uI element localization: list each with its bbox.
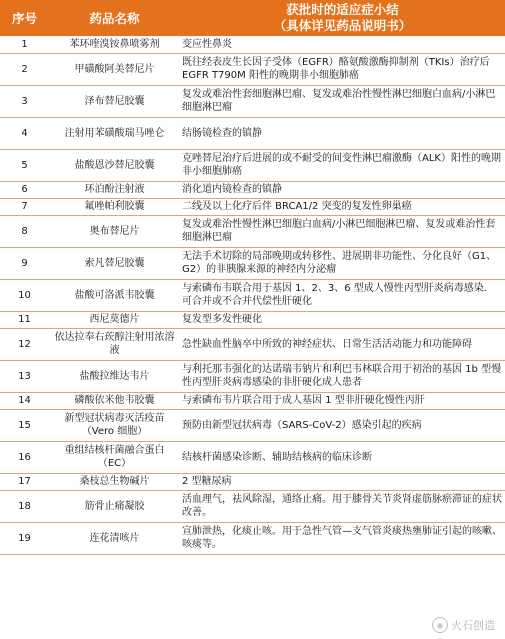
row-indication: 复发或难治性套细胞淋巴瘤、复发或难治性慢性淋巴细胞白血病/小淋巴细胞淋巴瘤 [180,85,505,117]
row-indication: 与索磷布韦片联合用于成人基因 1 型非肝硬化慢性丙肝 [180,392,505,409]
row-indication: 活血理气，祛风除湿，通络止痛。用于膝骨关节炎肾虚筋脉瘀滞证的症状改善。 [180,490,505,522]
row-index: 11 [0,311,49,328]
row-drug-name: 筋骨止痛凝胶 [49,490,180,522]
row-indication: 宣肺泄热，化痰止咳。用于急性气管—支气管炎痰热壅肺证引起的咳嗽、咳痰等。 [180,522,505,554]
row-index: 14 [0,392,49,409]
row-drug-name: 泽布替尼胶囊 [49,85,180,117]
row-index: 4 [0,117,49,149]
row-drug-name: 环泊酚注射液 [49,181,180,198]
header-drug-name: 药品名称 [49,0,180,36]
table-row [0,522,505,554]
row-indication: 结肠镜检查的镇静 [180,117,505,149]
row-drug-name: 连花清咳片 [49,522,180,554]
row-index: 12 [0,328,49,360]
row-index: 1 [0,36,49,53]
row-indication: 急性缺血性脑卒中所致的神经症状、日常生活活动能力和功能障碍 [180,328,505,360]
row-indication: 二线及以上化疗后伴 BRCA1/2 突变的复发性卵巢癌 [180,198,505,215]
row-drug-name: 重组结核杆菌融合蛋白（EC） [49,441,180,473]
row-drug-name: 磷酸依米他韦胶囊 [49,392,180,409]
table-row [0,279,505,311]
row-indication: 结核杆菌感染诊断、辅助结核病的临床诊断 [180,441,505,473]
row-drug-name: 苯环喹溴铵鼻喷雾剂 [49,36,180,53]
table-row [0,409,505,441]
row-drug-name: 桑枝总生物碱片 [49,473,180,490]
table-row [0,441,505,473]
row-indication: 克唑替尼治疗后进展的或不耐受的间变性淋巴瘤激酶（ALK）阳性的晚期非小细胞肺癌 [180,149,505,181]
header-row [0,0,505,36]
table-row [0,181,505,198]
row-indication: 复发型多发性硬化 [180,311,505,328]
header-indication-line1: 获批时的适应症小结 [286,2,399,17]
table-row [0,36,505,53]
row-indication: 与索磷布韦联合用于基因 1、2、3、6 型成人慢性丙型肝炎病毒感染．可合并或不合并代偿性肝硬化 [180,279,505,311]
row-index: 18 [0,490,49,522]
row-drug-name: 盐酸恩沙替尼胶囊 [49,149,180,181]
row-indication: 预防由新型冠状病毒（SARS-CoV-2）感染引起的疾病 [180,409,505,441]
row-indication: 变应性鼻炎 [180,36,505,53]
row-index: 10 [0,279,49,311]
table-row [0,328,505,360]
row-index: 17 [0,473,49,490]
row-indication: 复发或难治性慢性淋巴细胞白血病/小淋巴细胞淋巴瘤、复发或难治性套细胞淋巴瘤 [180,215,505,247]
row-drug-name: 盐酸可洛派韦胶囊 [49,279,180,311]
row-drug-name: 新型冠状病毒灭活疫苗（Vero 细胞） [49,409,180,441]
table-row [0,53,505,85]
row-drug-name: 注射用苯磺酸瑞马唑仑 [49,117,180,149]
table-row [0,85,505,117]
row-index: 8 [0,215,49,247]
table-row [0,215,505,247]
row-drug-name: 西尼莫德片 [49,311,180,328]
table-row [0,360,505,392]
table-row [0,247,505,279]
watermark [432,617,495,633]
row-index: 6 [0,181,49,198]
row-indication: 2 型糖尿病 [180,473,505,490]
row-index: 13 [0,360,49,392]
watermark-text: 火石创造 [451,619,495,632]
row-index: 3 [0,85,49,117]
table-row [0,490,505,522]
row-index: 19 [0,522,49,554]
row-index: 5 [0,149,49,181]
row-drug-name: 氟唑帕利胶囊 [49,198,180,215]
row-index: 9 [0,247,49,279]
header-indication [180,0,505,36]
row-index: 15 [0,409,49,441]
row-index: 16 [0,441,49,473]
watermark-logo-icon: ◉ [432,617,448,633]
row-index: 7 [0,198,49,215]
table-row [0,311,505,328]
header-indication-line2: （具体详见药品说明书） [273,18,412,33]
row-drug-name: 索凡替尼胶囊 [49,247,180,279]
table-row [0,392,505,409]
row-drug-name: 盐酸拉维达韦片 [49,360,180,392]
row-drug-name: 依达拉奉右莰醇注射用浓溶液 [49,328,180,360]
table-row [0,149,505,181]
row-indication: 无法手术切除的局部晚期或转移性、进展期非功能性、分化良好（G1、G2）的非胰腺来源的神经内分泌瘤 [180,247,505,279]
row-indication: 与利托那韦强化的达诺瑞韦钠片和利巴韦林联合用于初治的基因 1b 型慢性丙型肝炎病毒感染的非肝硬化成人患者 [180,360,505,392]
row-indication: 既往经表皮生长因子受体（EGFR）酪氨酸激酶抑制剂（TKIs）治疗后 EGFR T790M 阳性的晚期非小细胞肺癌 [180,53,505,85]
row-index: 2 [0,53,49,85]
table-row [0,473,505,490]
header-index: 序号 [0,0,49,36]
table-row [0,198,505,215]
row-drug-name: 甲磺酸阿美替尼片 [49,53,180,85]
row-indication: 消化道内镜检查的镇静 [180,181,505,198]
row-drug-name: 奥布替尼片 [49,215,180,247]
table-row [0,117,505,149]
